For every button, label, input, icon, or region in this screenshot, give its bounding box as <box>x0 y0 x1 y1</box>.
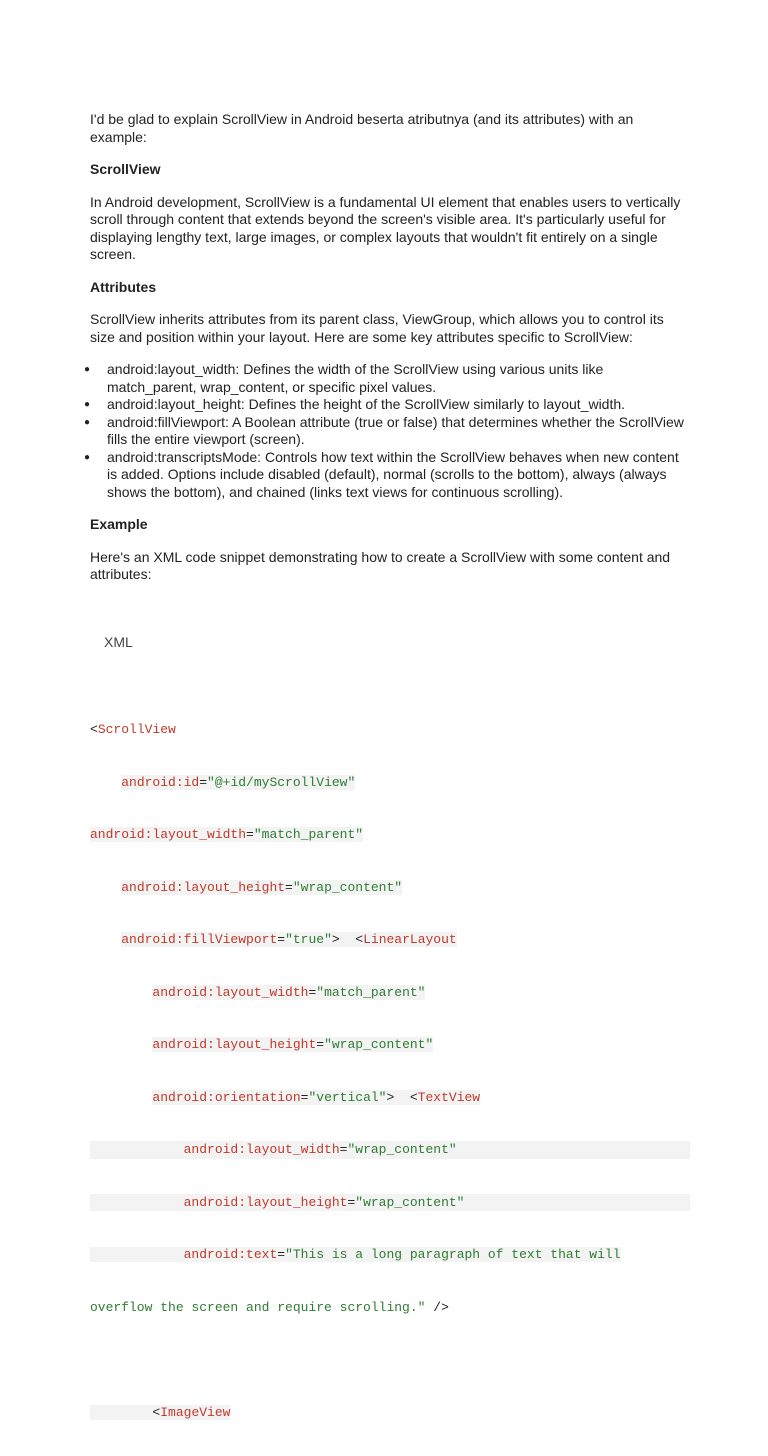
code-language-label: XML <box>104 634 133 650</box>
list-item: ● android:layout_width: Defines the width of the ScrollView using various units like match_parent, wrap_content, or specific pixel values. <box>90 361 690 396</box>
code-line: android:text="This is a long paragraph of text that will <box>90 1246 690 1264</box>
heading-example: Example <box>90 516 148 532</box>
code-line: android:fillViewport="true"> <LinearLayout <box>121 932 457 947</box>
code-line <box>90 1351 690 1369</box>
code-line: android:layout_width="match_parent" <box>90 827 364 842</box>
heading-attributes: Attributes <box>90 278 157 295</box>
list-item: ● android:transcriptsMode: Controls how text within the ScrollView behaves when new content is added. Options include disabled (default), normal (scrolls to the bottom), always (always shows the bottom), and chained (links text views for continuous scrolling). <box>90 449 690 502</box>
code-line: android:layout_height="wrap_content" <box>90 1194 690 1212</box>
code-line: android:id="@+id/myScrollView" <box>121 774 356 790</box>
list-item: ● android:layout_height: Defines the height of the ScrollView similarly to layout_width. <box>90 396 690 414</box>
code-line: <ImageView <box>90 1404 690 1422</box>
code-line: android:layout_height="wrap_content" <box>121 879 403 895</box>
code-line: overflow the screen and require scrolling." /> <box>90 1299 449 1315</box>
document-body <box>90 111 690 599</box>
code-line: <ScrollView <box>90 722 176 737</box>
attributes-list <box>90 361 690 501</box>
code-line: android:layout_height="wrap_content" <box>152 1037 434 1052</box>
intro-paragraph: I'd be glad to explain ScrollView in Android beserta atributnya (and its attributes) with an example: <box>90 111 634 145</box>
heading-scrollview: ScrollView <box>90 161 161 177</box>
example-description: Here's an XML code snippet demonstrating how to create a ScrollView with some content and attributes: <box>90 548 671 582</box>
scrollview-description: In Android development, ScrollView is a fundamental UI element that enables users to vertically scroll through content that extends beyond the screen's visible area. It's particularly useful for displaying lengthy text, large images, or complex layouts that wouldn't fit entirely on a single screen. <box>90 193 681 262</box>
code-line: android:layout_width="match_parent" <box>152 984 426 1000</box>
code-line: android:layout_width="wrap_content" <box>90 1141 690 1159</box>
code-block[interactable] <box>90 686 690 1456</box>
list-item: ● android:fillViewport: A Boolean attribute (true or false) that determines whether the ScrollView fills the entire viewport (screen). <box>90 414 690 449</box>
code-line: android:orientation="vertical"> <TextView <box>152 1089 481 1105</box>
attributes-description: ScrollView inherits attributes from its parent class, ViewGroup, which allows you to control its size and position within your layout. Here are some key attributes specific to ScrollView: <box>90 311 664 345</box>
